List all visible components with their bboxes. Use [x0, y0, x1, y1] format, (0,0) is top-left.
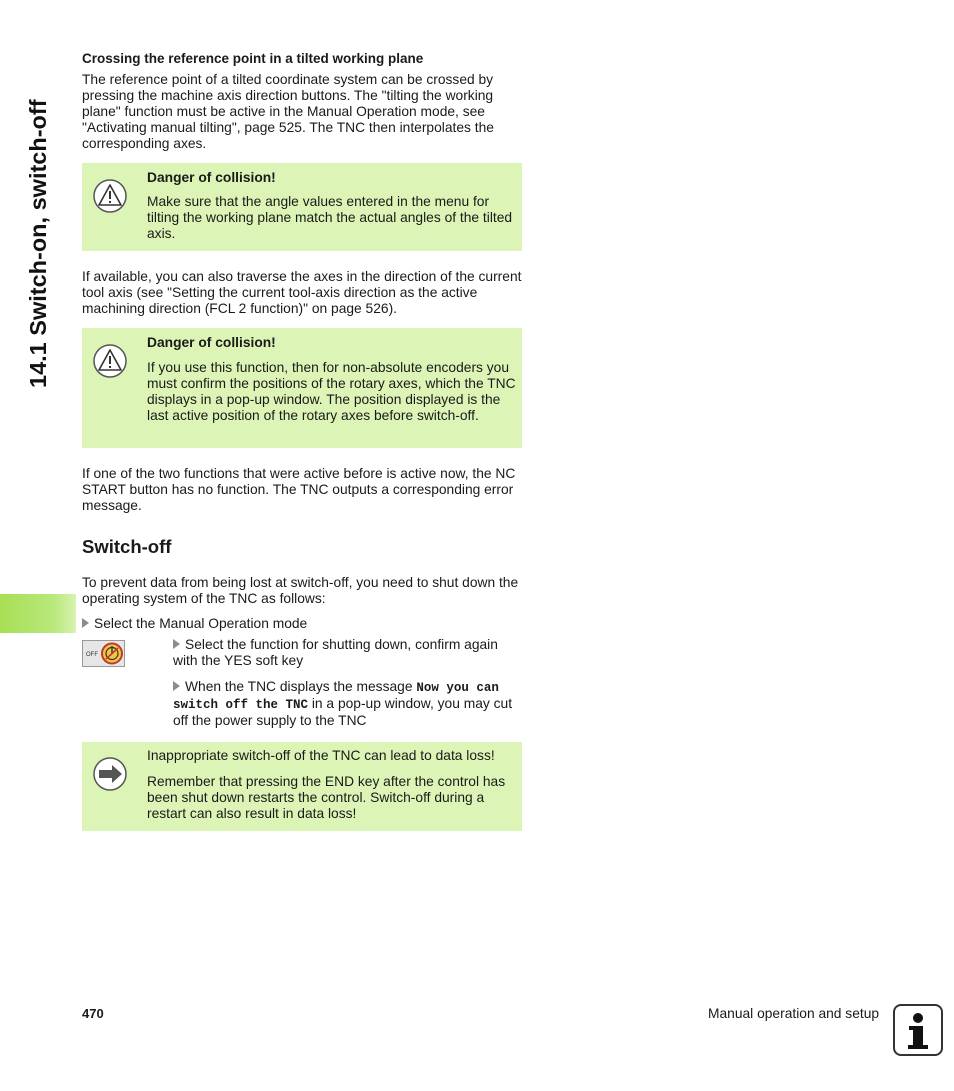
step-text-post: in a pop-up window, you may cut off the power supply to the TNC — [173, 696, 513, 728]
paragraph-2: If available, you can also traverse the axes in the direction of the current tool axis (see "Setting the current tool-axis direction as the active machining direction (FCL 2 function)" on page 526). — [82, 269, 522, 316]
note-line-1: Inappropriate switch-off of the TNC can lead to data loss! — [147, 748, 495, 763]
chapter-side-title-text: 14.1 Switch-on, switch-off — [25, 99, 51, 388]
paragraph-1: The reference point of a tilted coordinate system can be crossed by pressing the machine axis direction buttons. The "tilting the working plane" function must be active in the Manual Operation mode, see "Activating manual tilting", page 525. The TNC then interpolates the corresponding axes. — [82, 72, 494, 151]
step-select-manual — [82, 616, 522, 632]
note-box — [82, 742, 522, 831]
step-arrow-icon — [173, 681, 180, 691]
warning-triangle-icon — [93, 179, 127, 213]
softkey-label: OFF — [86, 652, 98, 658]
warning-title: Danger of collision! — [147, 335, 276, 350]
step-text: Select the function for shutting down, confirm again with the YES soft key — [173, 637, 498, 668]
paragraph-3: If one of the two functions that were active before is active now, the NC START button has no function. The TNC outputs a corresponding error message. — [82, 466, 516, 513]
info-button[interactable] — [893, 1004, 943, 1056]
switch-off-intro: To prevent data from being lost at switch-off, you need to shut down the operating system of the TNC as follows: — [82, 575, 519, 606]
warning-triangle-icon — [93, 344, 127, 378]
step-text: Select the Manual Operation mode — [94, 616, 308, 631]
step-arrow-icon — [173, 639, 180, 649]
warning-text: Make sure that the angle values entered in the menu for tilting the working plane match the actual angles of the tilted axis. — [147, 194, 513, 241]
chapter-side-title — [8, 50, 58, 390]
arrow-right-icon — [93, 757, 127, 791]
warning-box-1 — [82, 163, 522, 251]
switch-off-heading: Switch-off — [82, 536, 172, 557]
power-off-icon — [83, 641, 124, 666]
step-arrow-icon — [82, 618, 89, 628]
message-text: Now you can switch off the TNC — [173, 681, 499, 712]
warning-title: Danger of collision! — [147, 170, 276, 185]
step-shutdown — [173, 637, 523, 669]
step-text-pre: When the TNC displays the message — [185, 679, 417, 694]
warning-box-2 — [82, 328, 522, 448]
section-heading: Crossing the reference point in a tilted working plane — [82, 51, 424, 66]
footer-chapter: Manual operation and setup — [708, 1006, 880, 1021]
step-power-off — [173, 679, 525, 729]
chapter-tab-marker — [0, 594, 76, 633]
page-number: 470 — [82, 1006, 104, 1021]
warning-text: If you use this function, then for non-absolute encoders you must confirm the positions of the rotary axes, which the TNC displays in a pop-up window. The position displayed is the last active position of the rotary axes before switch-off. — [147, 360, 516, 423]
note-line-2: Remember that pressing the END key after the control has been shut down restarts the control. Switch-off during a restart can also result in data loss! — [147, 774, 506, 821]
off-softkey[interactable] — [82, 640, 125, 667]
info-icon — [895, 1006, 941, 1054]
